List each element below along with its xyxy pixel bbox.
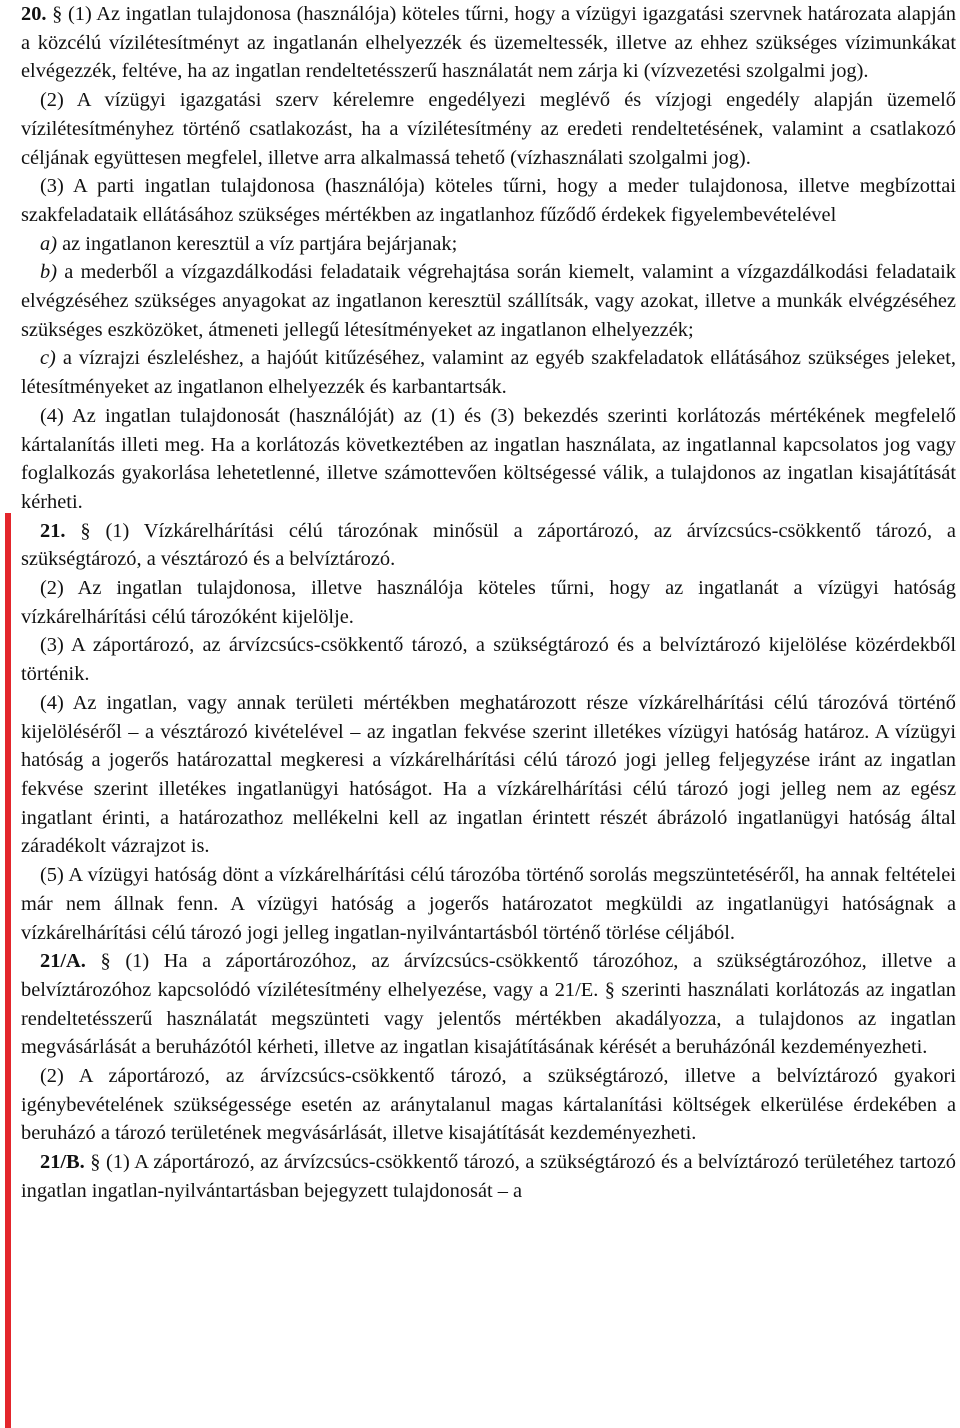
section-number: 21/B. (40, 1151, 85, 1174)
list-label: b) (40, 261, 57, 284)
section-21-paragraph-2 (21, 574, 956, 631)
list-text: a vízrajzi észleléshez, a hajóút kitűzéséhez, valamint az egyéb szakfeladatok ellátásához szükséges jeleket, létesítményeket az ingatlanon elhelyezzék és karbantartsák. (21, 347, 956, 399)
section-21a-paragraph-2 (21, 1062, 956, 1148)
section-21-paragraph-4 (21, 689, 956, 861)
paragraph-text: (3) A parti ingatlan tulajdonosa (használója) köteles tűrni, hogy a meder tulajdonosa, illetve megbízottai szakfeladataik ellátásához szükséges mértékben az ingatlanhoz fűződő érdekek figyelembevételével (21, 175, 956, 226)
paragraph-text: (2) Az ingatlan tulajdonosa, illetve használója köteles tűrni, hogy az ingatlanát a vízügyi hatóság vízkárelhárítási célú tározóként kijelölje. (21, 577, 956, 628)
paragraph-text: (5) A vízügyi hatóság dönt a vízkárelhárítási célú tározóba történő sorolás megszüntetéséről, ha annak feltételei már nem állnak fenn. A vízügyi hatóság a jogerős határozatot megküldi az ingatlanügyi hatóságnak a vízkárelhárítási célú tározó jogi jelleg ingatlan-nyilvántartásból történő törlése céljából. (21, 864, 956, 944)
section-21-paragraph-3 (21, 631, 956, 688)
list-text: a mederből a vízgazdálkodási feladataik végrehajtása során kiemelt, valamint a vízgazdálkodási feladataik elvégzéséhez szükséges anyagokat az ingatlanon keresztül szállítsák, vagy azokat, illetve a munkák elvégzéséhez szükséges eszközöket, átmeneti jellegű létesítményeket az ingatlanon elhelyezzék; (21, 261, 956, 341)
section-20-paragraph-1 (21, 0, 956, 86)
list-item-a (21, 230, 956, 259)
section-number: 21/A. (40, 950, 86, 973)
section-20-paragraph-4 (21, 402, 956, 517)
paragraph-text: (4) Az ingatlan tulajdonosát (használóját) az (1) és (3) bekezdés szerinti korlátozás mértékének megfelelő kártalanítás illeti meg. Ha a korlátozás következtében az ingatlan használata, az ingatlannal kapcsolatos jog vagy foglalkozás gyakorlása lehetetlenné, illetve számottevően költségessé válik, a tulajdonos az ingatlan kisajátítását kérheti. (21, 404, 956, 513)
list-item-c (21, 344, 956, 401)
document-page (21, 0, 956, 1206)
section-21a-paragraph-1 (21, 947, 956, 1062)
paragraph-text: (3) A záportározó, az árvízcsúcs-csökkentő tározó, a szükségtározó és a belvíztározó kijelölése közérdekből történik. (21, 634, 956, 686)
section-number: 21. (40, 519, 66, 542)
paragraph-text: (4) Az ingatlan, vagy annak területi mértékben meghatározott része vízkárelhárítási célú tározóvá történő kijelöléséről – a vésztározó kivételével – az ingatlan fekvése szerint illetékes vízügyi hatóság határoz. A vízügyi hatóság a jogerős határozattal megkeresi a vízkárelhárítási célú tározó jogi jelleg feljegyzése iránt az ingatlan fekvése szerint illetékes ingatlanügyi hatóságot. Ha a vízkárelhárítási célú tározó jogi jelleg nem az egész ingatlant érinti, a határozathoz mellékelni kell az ingatlan érintett részét ábrázoló ingatlanügyi hatóság által záradékolt vázrajzot is. (21, 691, 956, 858)
section-20-paragraph-2 (21, 86, 956, 172)
section-number: 20. (21, 3, 47, 25)
list-label: a) (40, 232, 57, 255)
section-20-paragraph-3 (21, 172, 956, 229)
list-label: c) (40, 347, 56, 370)
section-21-paragraph-5 (21, 861, 956, 947)
paragraph-text: (2) A záportározó, az árvízcsúcs-csökkentő tározó, a szükségtározó, illetve a belvíztározó gyakori igénybevételének szükségessége esetén az aránytalanul magas kártalanítási költségek elkerülése érdekében a beruházó a tározó területének megvásárlását, illetve kisajátítását kezdeményezheti. (21, 1065, 956, 1145)
list-text: az ingatlanon keresztül a víz partjára bejárjanak; (57, 232, 458, 255)
section-21b-paragraph-1 (21, 1148, 956, 1205)
paragraph-text: § (1) Ha a záportározóhoz, az árvízcsúcs-csökkentő tározóhoz, a szükségtározóhoz, illetve a belvíztározóhoz kapcsolódó vízilétesítmény elhelyezése, vagy a 21/E. § szerinti használati korlátozás az ingatlan rendeltetésszerű használatát megszünteti vagy jelentős mértékben akadályozza, a tulajdonos az ingatlan megvásárlását a beruházótól kérheti, illetve az ingatlan kisajátításának kérését a beruházónál kezdeményezheti. (21, 950, 956, 1059)
paragraph-text: § (1) A záportározó, az árvízcsúcs-csökkentő tározó, a szükségtározó és a belvíztározó területéhez tartozó ingatlan ingatlan-nyilvántartásban bejegyzett tulajdonosát – a (21, 1151, 956, 1202)
margin-change-bar (5, 513, 11, 1428)
section-21-paragraph-1 (21, 517, 956, 574)
list-item-b (21, 258, 956, 344)
paragraph-text: (2) A vízügyi igazgatási szerv kérelemre engedélyezi meglévő és vízjogi engedély alapján üzemelő vízilétesítményhez történő csatlakozást, ha a vízilétesítmény az eredeti rendeltetésének, valamint a csatlakozó céljának együttesen megfelel, illetve arra alkalmassá tehető (vízhasználati szolgalmi jog). (21, 89, 956, 169)
paragraph-text: § (1) Az ingatlan tulajdonosa (használója) köteles tűrni, hogy a vízügyi igazgatási szervnek határozata alapján a közcélú vízilétesítményt az ingatlanán elhelyezzék és üzemeltessék, illetve az ehhez szükséges vízimunkákat elvégezzék, feltéve, ha az ingatlan rendeltetésszerű használatát nem zárja ki (vízvezetési szolgalmi jog). (21, 3, 956, 83)
paragraph-text: § (1) Vízkárelhárítási célú tározónak minősül a záportározó, az árvízcsúcs-csökkentő tározó, a szükségtározó, a vésztározó és a belvíztározó. (21, 519, 956, 571)
